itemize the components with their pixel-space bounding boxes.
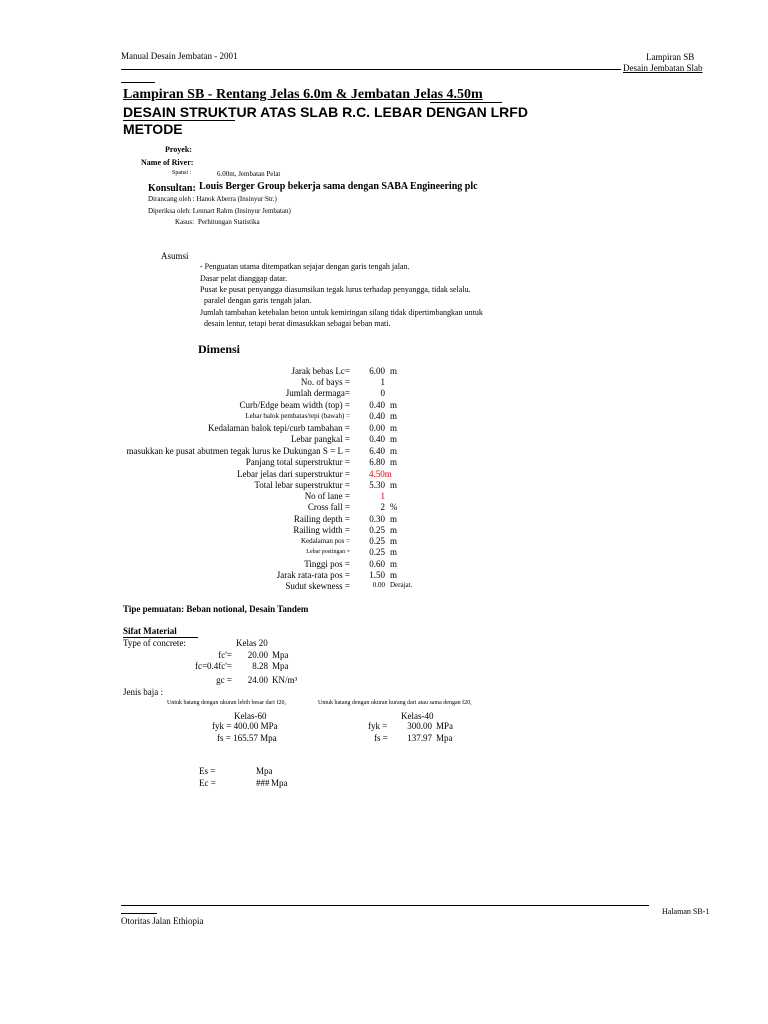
dimension-value: 1.50 [369, 570, 385, 580]
dimension-label: Lebar jelas dari superstruktur = [236, 469, 350, 479]
konsultan-value: Louis Berger Group bekerja sama dengan SABA Engineering plc [199, 181, 478, 192]
header-left: Manual Desain Jembatan - 2001 [121, 51, 238, 61]
dimension-unit: m [390, 480, 398, 490]
dimension-label: Sudut skewness = [285, 581, 350, 591]
dimension-label: Jarak bebas Lc= [291, 366, 350, 376]
dimension-value: 0.25 [369, 536, 385, 546]
es-label: Es = [199, 766, 216, 776]
dimension-value: 0.30 [369, 514, 385, 524]
kasus-label: Kasus: [175, 218, 195, 226]
dimension-unit: m [390, 514, 398, 524]
steel-note-large: Untuk batang dengan ukuran lebih besar dari f20, [167, 700, 286, 706]
assumption-line: Pusat ke pusat penyangga diasumsikan tegak lurus terhadap penyangga, tidak selalu. [200, 285, 471, 294]
concrete-class: Kelas 20 [236, 638, 268, 648]
header-right-title: Lampiran SB [646, 52, 695, 62]
class60-label: Kelas-60 [234, 711, 267, 721]
header-rule [121, 69, 621, 70]
dimension-label: Lebar pangkal = [290, 434, 350, 444]
dimension-label: Curb/Edge beam width (top) = [239, 400, 350, 410]
gc-value: 24.00 [247, 675, 268, 685]
dimension-label: Lebar balok pembatas/tepi (bawah) = [245, 412, 350, 420]
fyk40-label: fyk = [368, 721, 388, 731]
dimension-label: Cross fall = [307, 502, 350, 512]
fs60: fs = 165.57 Mpa [217, 733, 277, 743]
dimension-label: Kedalaman balok tepi/curb tambahan = [207, 423, 350, 433]
dimension-unit: m [390, 570, 398, 580]
fc-label: fc'= [218, 650, 232, 660]
dimension-value: 1 [380, 377, 385, 387]
fc04-value: 8.28 [252, 661, 268, 671]
steel-note-small: Untuk batang dengan ukuran kurang dari atau sama dengan f20, [318, 700, 472, 706]
dimension-value: 0.00 [372, 581, 385, 589]
dimension-value: 6.40 [369, 446, 385, 456]
fyk40-value: 300.00 [407, 721, 432, 731]
dimension-unit: m [390, 400, 398, 410]
header-rule-short [121, 82, 155, 83]
dimension-value: 0.40 [369, 434, 385, 444]
dimension-unit: m [390, 547, 398, 557]
dimension-label: masukkan ke pusat abutmen tegak lurus ke Dukungan S = L = [126, 446, 350, 456]
title-line1: Lampiran SB - Rentang Jelas 6.0m & Jembatan Jelas 4.50m [123, 87, 483, 102]
dimension-value: 6.00 [369, 366, 385, 376]
fc04-label: fc=0.4fc'= [194, 661, 232, 671]
assumption-line: Dasar pelat dianggap datar. [200, 274, 288, 283]
dimension-value: 0.40 [369, 411, 385, 421]
dimension-unit: m [390, 411, 398, 421]
load-type: Tipe pemuatan: Beban notional, Desain Tandem [123, 604, 309, 614]
footer-rule [121, 905, 649, 906]
dimension-label: No of lane = [304, 491, 350, 501]
footer-rule-short [121, 913, 157, 914]
gc-label: gc = [216, 675, 232, 685]
dimension-unit: m [390, 434, 398, 444]
footer-left: Otoritas Jalan Ethiopia [121, 916, 204, 926]
steel-type-label: Jenis baja : [123, 687, 163, 697]
ec-value: ### [256, 778, 270, 788]
dirancang-oleh: Dirancang oleh : Hanok Aberra (Insinyur Str.) [148, 195, 277, 203]
assumption-line: - Penguatan utama ditempatkan sejajar dengan garis tengah jalan. [200, 262, 410, 271]
footer-page: Halaman SB-1 [662, 907, 710, 916]
diperiksa-oleh: Diperiksa oleh: Lennart Rahm (Insinyur Jembatan) [148, 207, 291, 215]
dimension-label: Railing depth = [293, 514, 350, 524]
dimension-value: 0.60 [369, 559, 385, 569]
dimension-unit: m [390, 423, 398, 433]
dimension-value: 4.50m [369, 469, 392, 479]
fc-value: 20.00 [247, 650, 268, 660]
title-line3: METODE [123, 121, 183, 137]
dimension-label: Railing width = [293, 525, 350, 535]
fc-unit: Mpa [272, 650, 289, 660]
fc04-unit: Mpa [272, 661, 289, 671]
dimension-unit: m [390, 457, 398, 467]
assumption-line: Jumlah tambahan ketebalan beton untuk kemiringan silang tidak dipertimbangkan untuk [200, 308, 483, 317]
dimension-label: Panjang total superstruktur = [245, 457, 350, 467]
assumption-line: paralel dengan garis tengah jalan. [200, 296, 312, 305]
proyek-label: Proyek: [165, 145, 192, 154]
dimension-unit: m [390, 525, 398, 535]
dimension-value: 0.25 [369, 525, 385, 535]
dimension-value: 2 [380, 502, 385, 512]
dimension-unit: Derajat. [390, 581, 413, 589]
dimension-label: Kedalaman pos = [300, 537, 350, 545]
ec-label: Ec = [199, 778, 216, 788]
dimension-value: 6.80 [369, 457, 385, 467]
konsultan-label: Konsultan: [148, 183, 196, 194]
material-heading: Sifat Material [123, 626, 177, 636]
dimension-unit: m [390, 536, 398, 546]
fs40-value: 137.97 [407, 733, 432, 743]
dimension-value: 0.40 [369, 400, 385, 410]
concrete-type-label: Type of concrete: [123, 638, 186, 648]
dimension-value: 5.30 [369, 480, 385, 490]
dimension-label: Jarak rata-rata pos = [276, 570, 350, 580]
dimension-unit: % [390, 502, 398, 512]
dimension-label: Jumlah dermaga= [285, 388, 350, 398]
dimension-label: Lebar postingan = [306, 549, 350, 555]
spansi-label: Spansi : [172, 170, 192, 176]
dimensi-heading: Dimensi [198, 342, 240, 356]
assumption-line: desain lentur, tetapi berat dimasukkan sebagai beban mati. [200, 319, 391, 328]
title-underline-ext [430, 102, 502, 103]
fs40-unit: Mpa [436, 733, 453, 743]
class40-label: Kelas-40 [401, 711, 434, 721]
header-right-subtitle: Desain Jembatan Slab [623, 63, 703, 73]
fs40-label: fs = [374, 733, 388, 743]
ec-unit: Mpa [271, 778, 288, 788]
dimension-label: No. of bays = [300, 377, 350, 387]
spansi-value: 6.00m, Jembatan Pelat [217, 170, 281, 178]
dimension-value: 0 [380, 388, 385, 398]
dimension-value: 0.25 [369, 547, 385, 557]
dimension-label: Tinggi pos = [304, 559, 350, 569]
gc-unit: KN/m³ [272, 675, 298, 685]
dimension-value: 0.00 [369, 423, 385, 433]
dimension-unit: m [390, 366, 398, 376]
dimension-label: Total lebar superstruktur = [254, 480, 350, 490]
kasus-value: Perhitungan Statistika [198, 218, 260, 226]
river-label: Name of River: [141, 158, 194, 167]
dimension-unit: m [390, 559, 398, 569]
es-unit: Mpa [256, 766, 273, 776]
dimension-unit: m [390, 446, 398, 456]
fyk60: fyk = 400.00 MPa [212, 721, 278, 731]
dimension-value: 1 [380, 491, 385, 501]
fyk40-unit: MPa [436, 721, 454, 731]
asumsi-label: Asumsi [161, 251, 189, 261]
title-line2: DESAIN STRUKTUR ATAS SLAB R.C. LEBAR DENGAN LRFD [123, 104, 528, 120]
